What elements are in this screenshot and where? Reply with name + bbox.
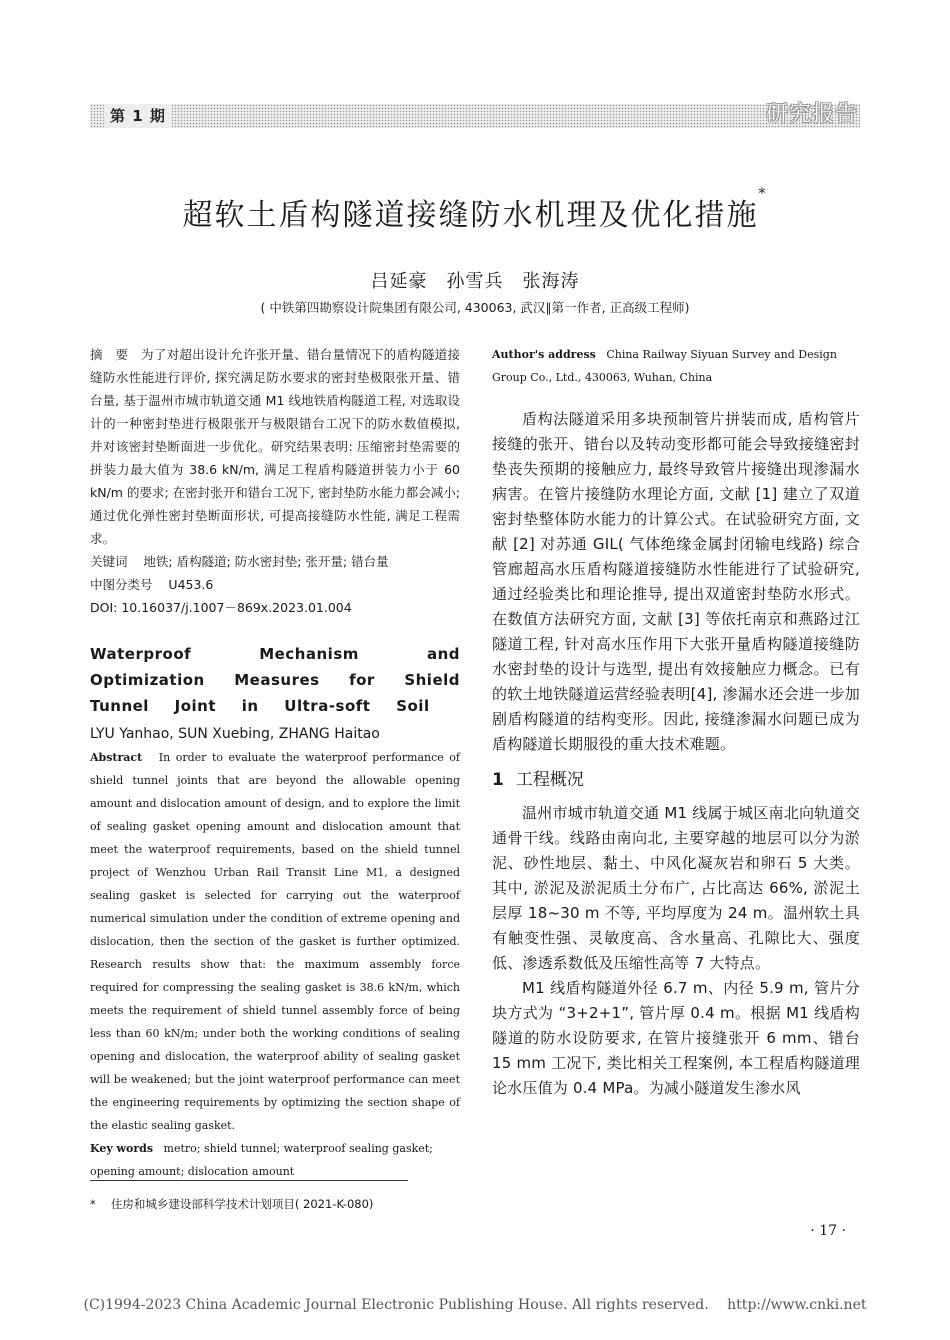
intro-paragraph: 盾构法隧道采用多块预制管片拼装而成, 盾构管片接缝的张开、错台以及转动变形都可能会导致接缝密封垫丧失预期的接触应力, 最终导致管片接缝出现渗漏水病害。在管片接缝防水理论方面, 文献 [1] 建立了双道密封垫整体防水能力的计算公式。在试验研究方面, 文献 [2] 对苏通 GIL( 气体绝缘金属封闭输电线路) 综合管廊超高水压盾构隧道接缝防水性能进行了试验研究, 通过经验类比和理论推导, 提出双道密封垫防水形式。在数值方法研究方面, 文献 [3] 等依托南京和燕路过江隧道工程, 针对高水压作用下大张开量盾构隧道接缝防水密封垫的设计与选型, 提出有效接触应力概念。已有的软土地铁隧道运营经验表明[4], 渗漏水还会进一步加剧盾构隧道的结构变形。因此, 接缝渗漏水问题已成为盾构隧道长期服役的重大技术难题。 [492,410,860,753]
affiliation: ( 中铁第四勘察设计院集团有限公司, 430063, 武汉∥第一作者, 正高级工程师) [260,300,690,315]
page-number: · 17 · [810,1223,846,1239]
keywords-text: 地铁; 盾构隧道; 防水密封垫; 张开量; 错台量 [143,554,389,569]
author-address [492,343,860,389]
section-number: 1 [492,770,504,790]
paragraph-project-overview: 温州市城市轨道交通 M1 线属于城区南北向轨道交通骨干线。线路由南向北, 主要穿越的地层可以分为淤泥、砂性地层、黏土、中风化凝灰岩和卵石 5 大类。其中, 淤泥及淤泥质土分布广, 占比高达 66%, 淤泥土层厚 18~30 m 不等, 平均厚度为 24 m。温州软土具有触变性强、灵敏度高、含水量高、孔隙比大、强度低、渗透系数低及压缩性高等 7 大特点。 [492,804,860,972]
author-address-label: Author's address [492,348,596,361]
abstract-label: 摘 要 [90,347,129,362]
right-column [492,343,860,1101]
english-title: Waterproof Mechanism and Optimization Measures for Shield Tunnel Joint in Ultra-soft Soil [90,645,460,715]
section-heading-1 [492,767,860,793]
paragraph-tunnel-params: M1 线盾构隧道外径 6.7 m、内径 5.9 m, 管片分块方式为 “3+2+1”, 管片厚 0.4 m。根据 M1 线盾构隧道的防水设防要求, 在管片接缝张开 6 mm、错台 15 mm 工况下, 类比相关工程案例, 本工程盾构隧道理论水压值为 0.4 MPa。为减小隧道发生渗水风 [492,979,860,1097]
clc-line [90,573,460,596]
english-abstract-label: Abstract [90,751,143,764]
english-authors: LYU Yanhao, SUN Xuebing, ZHANG Haitao [90,726,380,742]
title-footnote-mark: * [758,186,768,202]
authors: 吕延豪 孙雪兵 张海涛 [370,271,580,292]
abstract-text: 为了对超出设计允许张开量、错台量情况下的盾构隧道接缝防水性能进行评价, 探究满足防水要求的密封垫极限张开量、错台量, 基于温州市城市轨道交通 M1 线地铁盾构隧道工程, 对选取设计的一种密封垫进行极限张开与极限错台工况下的防水数值模拟, 并对该密封垫断面进一步优化。研究结果表明: 压缩密封垫需要的拼装力最大值为 38.6 kN/m, 满足工程盾构隧道拼装力小于 60 kN/m 的要求; 在密封张开和错台工况下, 密封垫防水能力都会减小; 通过优化弹性密封垫断面形状, 可提高接缝防水性能, 满足工程需求。 [90,347,460,546]
copyright-footer: (C)1994-2023 China Academic Journal Electronic Publishing House. All rights reserved. http://www.cnki.net [83,1297,867,1313]
english-abstract-text: In order to evaluate the waterproof performance of shield tunnel joints that are beyond the allowable opening amount and dislocation amount of design, and to explore the limit of sealing gasket opening amount and dislocation amount that meet the waterproof requirements, based on the shield tunnel project of Wenzhou Urban Rail Transit Line M1, a designed sealing gasket is selected for carrying out the waterproof numerical simulation under the condition of extreme opening and dislocation, then the section of the gasket is further optimized. Research results show that: the maximum assembly force required for compressing the sealing gasket is 38.6 kN/m, which meets the requirement of shield tunnel assembly force of being less than 60 kN/m; under both the working conditions of sealing opening and dislocation, the waterproof ability of sealing gasket will be weakened; but the joint waterproof performance can meet the engineering requirements by optimizing the section shape of the elastic sealing gasket. [90,751,460,1132]
section-tag: 研究报告 [765,102,858,127]
english-keywords-text: metro; shield tunnel; waterproof sealing gasket; opening amount; dislocation amount [90,1142,433,1178]
chinese-abstract [90,343,460,550]
doi-line: DOI: 10.16037/j.1007－869x.2023.01.004 [90,600,352,615]
clc-value: U453.6 [168,577,214,592]
left-column [90,343,460,1183]
english-keywords-label: Key words [90,1142,154,1155]
author-address-text: China Railway Siyuan Survey and Design Group Co., Ltd., 430063, Wuhan, China [492,348,837,384]
issue-label: 第 1 期 [104,104,172,128]
funding-footnote: * 住房和城乡建设部科学技术计划项目( 2021-K-080) [90,1197,374,1211]
clc-label: 中图分类号 [90,577,153,592]
english-keywords [90,1137,460,1183]
keywords-label: 关键词 [90,554,128,569]
footnote-divider [90,1180,408,1181]
running-header-bar [90,104,860,128]
english-abstract [90,746,460,1137]
paper-title: 超软土盾构隧道接缝防水机理及优化措施* [182,186,768,233]
section-title: 工程概况 [515,770,584,790]
keywords-line [90,550,460,573]
